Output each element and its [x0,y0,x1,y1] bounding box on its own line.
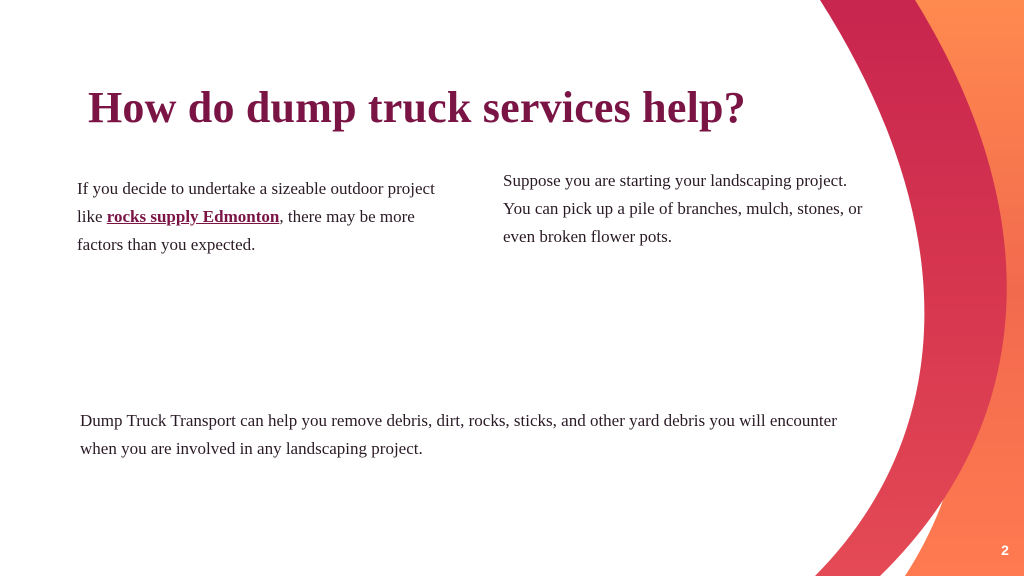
page-number: 2 [1001,542,1009,558]
left-paragraph-text-end: , there may be more factors than you expected. [77,207,415,254]
left-paragraph-text-start: If you decide to undertake a sizeable outdoor project like [77,179,435,226]
left-paragraph [77,175,457,259]
slide-title: How do dump truck services help? [88,83,746,132]
rocks-supply-edmonton-link[interactable]: rocks supply Edmonton [106,207,280,226]
bottom-paragraph: Dump Truck Transport can help you remove debris, dirt, rocks, sticks, and other yard debris you will encounter when you are involved in any landscaping project. [80,411,837,458]
right-paragraph: Suppose you are starting your landscaping project. You can pick up a pile of branches, mulch, stones, or even broken flower pots. [503,171,863,246]
